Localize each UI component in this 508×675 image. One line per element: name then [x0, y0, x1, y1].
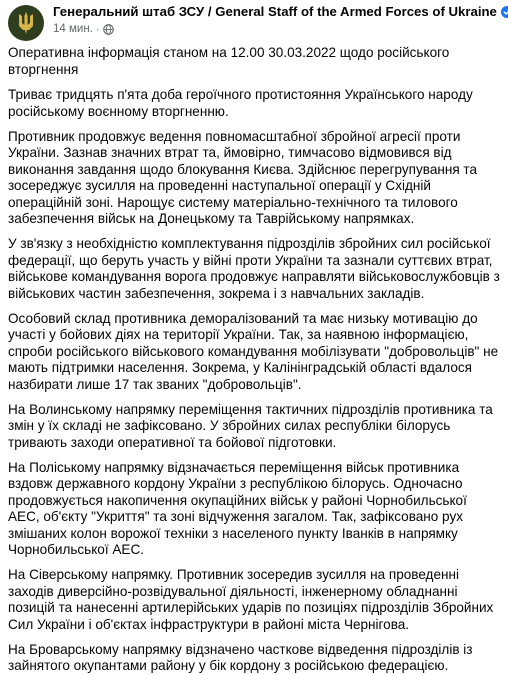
- post-timestamp-link[interactable]: 14 мин.: [53, 23, 93, 35]
- post-paragraph: На Сіверському напрямку. Противник зосередив зусилля на проведенні заходів диверсійно-розвідувальної діяльності, інженерному обладнанні позицій та нанесенні артилерійських ударів по позиціях підрозділів Збройних Сил України і об'єктах інфраструктури в районі міста Чернігова.: [8, 567, 494, 632]
- verified-badge-icon: [501, 6, 508, 18]
- post-paragraph: Триває тридцять п'ята доба героїчного протистояння Українського народу російському воєнному вторгненню.: [8, 87, 473, 119]
- page-avatar[interactable]: [8, 5, 44, 41]
- post-paragraph: На Броварському напрямку відзначено часткове відведення підрозділів із зайнятого окупантами району у бік кордону з російською федерацією.: [8, 641, 473, 673]
- post-meta: [53, 3, 508, 37]
- post-header: [8, 0, 508, 44]
- post-paragraph: Особовий склад противника деморалізований та має низьку мотивацію до участі у бойових діях на території України. Так, за наявною інформацією, спроби російського військового командування мобілізувати "добровольців" не мають підтримки населення. Зокрема, у Калінінградській області вдалося назбирати лише 17 так званих "добровольців".: [8, 310, 499, 392]
- post-time-row: [53, 22, 508, 37]
- post-paragraph: У зв'язку з необхідністю комплектування підрозділів збройних сил російської федерації, що беруть участь у війні проти України та зазнали суттєвих втрат, військове командування ворога продовжує направляти військовослужбовців з військових частин забезпечення, зокрема і з навчальних закладів.: [8, 236, 500, 301]
- post-text: [8, 45, 501, 675]
- post-paragraph: Противник продовжує ведення повномасштабної збройної агресії проти України. Зазнав значних втрат та, ймовірно, тимчасово відмовився від виконання завдання щодо блокування Києва. Здійснює перегрупування та зосереджує зусилля на проведенні наступальної операції у Східній операційній зоні. Нарощує систему матеріально-технічного та тилового забезпечення військ на Донецькому та Таврійському напрямках.: [8, 128, 478, 226]
- trident-emblem-icon: [15, 10, 37, 36]
- post-paragraph: Оперативна інформація станом на 12.00 30.03.2022 щодо російського вторгнення: [8, 45, 450, 77]
- post-paragraph: На Поліському напрямку відзначається переміщення військ противника вздовж державного кордону України з республікою білорусь. Одночасно продовжується накопичення окупаційних військ у районі Чорнобильської АЕС, об'єкту "Укриття" та зоні відчуження загалом. Так, зафіксовано рух змішаних колон ворожої техніки з населеного пункту Іванків в напрямку Чорнобильської АЕС.: [8, 459, 467, 557]
- post-paragraph: На Волинському напрямку переміщення тактичних підрозділів противника та змін у їх складі не зафіксовано. У збройних силах республіки білорусь тривають заходи оперативної та бойової підготовки.: [8, 401, 493, 450]
- author-name-link[interactable]: Генеральний штаб ЗСУ / General Staff of the Armed Forces of Ukraine: [53, 4, 497, 19]
- meta-separator: ·: [95, 23, 100, 36]
- globe-icon[interactable]: [103, 24, 114, 35]
- author-row: [53, 3, 508, 20]
